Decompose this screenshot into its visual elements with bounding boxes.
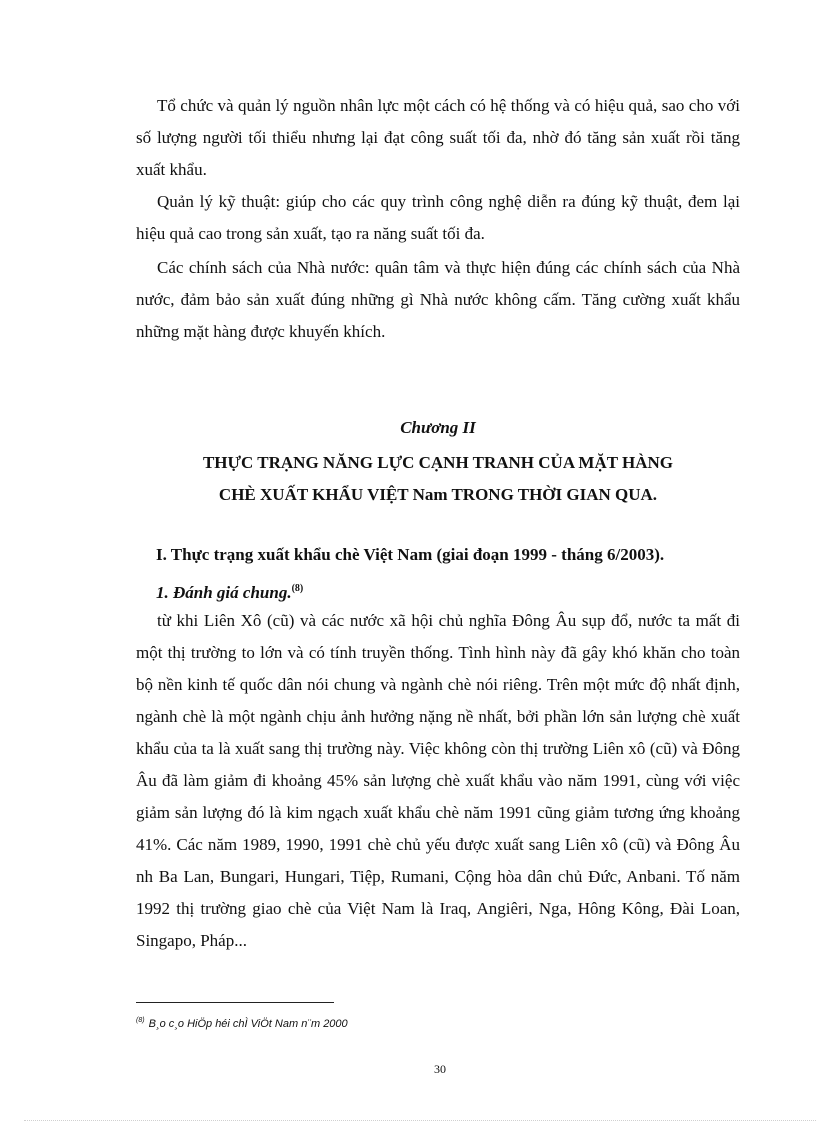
footnote-text: B¸o c¸o HiÖp héi chÌ ViÖt Nam n¨m 2000 bbox=[148, 1018, 348, 1030]
footnote-reference: (8) bbox=[291, 583, 304, 594]
paragraph-general-assessment: từ khi Liên Xô (cũ) và các nước xã hội chủ nghĩa Đông Âu sụp đổ, nước ta mất đi một thị trường to lớn và có tính truyền thống. Tình hình này đã gây khó khăn cho toàn bộ nền kinh tế quốc dân nói chung và ngành chè nói riêng. Trên một mức độ nhất định, ngành chè là một ngành chịu ảnh hưởng nặng nề nhất, bởi phần lớn sản lượng chè xuất khẩu của ta là xuất sang thị trường này. Việc không còn thị trường Liên xô (cũ) và Đông Âu đã làm giảm đi khoảng 45% sản lượng chè xuất khẩu vào năm 1991, cùng với việc giảm sản lượng đó là kim ngạch xuất khẩu chè năm 1991 cũng giảm tương ứng khoảng 41%. Các năm 1989, 1990, 1991 chè chủ yếu được xuất sang Liên xô (cũ) và Đông Âu nh Ba Lan, Bungari, Hungari, Tiệp, Rumani, Cộng hòa dân chủ Đức, Anbani. Tố năm 1992 thị trường giao chè của Việt Nam là Iraq, Angiêri, Nga, Hông Kông, Đài Loan, Singapo, Pháp... bbox=[136, 611, 740, 950]
subsection-title: 1. Đánh giá chung. bbox=[156, 583, 292, 602]
paragraph-state-policies: Các chính sách của Nhà nước: quân tâm và thực hiện đúng các chính sách của Nhà nước, đảm bảo sản xuất đúng những gì Nhà nước không cấm. Tăng cường xuất khẩu những mặt hàng được khuyến khích. bbox=[136, 258, 740, 341]
section-heading: I. Thực trạng xuất khẩu chè Việt Nam (giai đoạn 1999 - tháng 6/2003). bbox=[156, 545, 665, 564]
footnote bbox=[136, 1014, 348, 1031]
page-number: 30 bbox=[434, 1062, 446, 1076]
chapter-label: Chương II bbox=[400, 418, 476, 437]
subsection-heading bbox=[156, 573, 303, 609]
chapter-title-line-1: THỰC TRẠNG NĂNG LỰC CẠNH TRANH CỦA MẶT HÀNG bbox=[202, 453, 674, 472]
page-bottom-border bbox=[24, 1120, 816, 1121]
footnote-divider bbox=[136, 1002, 334, 1003]
paragraph-technical-management: Quản lý kỹ thuật: giúp cho các quy trình công nghệ diễn ra đúng kỹ thuật, đem lại hiệu quả cao trong sản xuất, tạo ra năng suất tối đa. bbox=[136, 192, 740, 243]
paragraph-human-resources: Tổ chức và quản lý nguồn nhân lực một cách có hệ thống và có hiệu quả, sao cho với số lượng người tối thiểu nhưng lại đạt công suất tối đa, nhờ đó tăng sản xuất rồi tăng xuất khẩu. bbox=[136, 96, 740, 179]
footnote-marker: (8) bbox=[136, 1017, 145, 1024]
chapter-title-line-2: CHÈ XUẤT KHẨU VIỆT Nam TRONG THỜI GIAN QUA. bbox=[218, 485, 658, 504]
